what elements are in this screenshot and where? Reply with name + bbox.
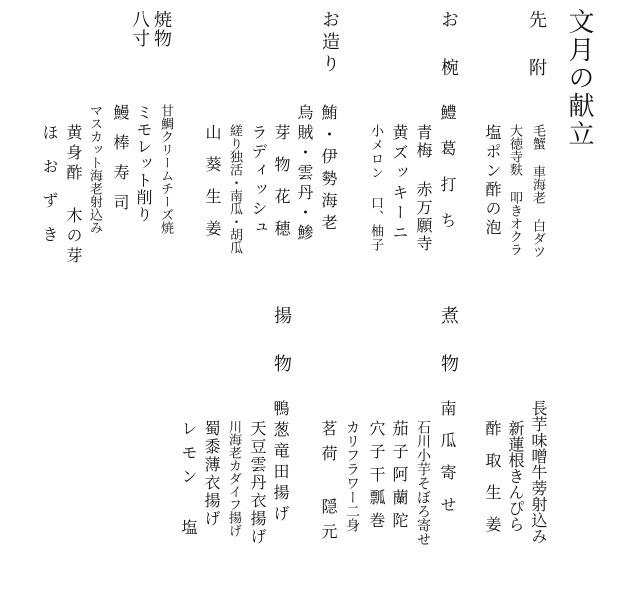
dish-yakimono-2: ミモレット削り <box>134 104 153 223</box>
dish-agemono-2: 天豆雲丹衣揚げ <box>248 420 267 546</box>
dish-nimono-5: 石川小芋そぼろ寄せ <box>415 420 431 546</box>
dish-nimono-7: 穴子干瓢巻 <box>367 420 386 535</box>
dish-yakimono-1: 甘鯛クリームチーズ焼 <box>158 104 173 234</box>
dish-otsukuri-1: 鮪・伊勢海老 <box>319 104 338 236</box>
dish-hassun-4: ほおずき <box>40 124 59 260</box>
course-heading-sakizuke: 先附 <box>526 10 547 106</box>
dish-agemono-5: レモン 塩 <box>179 420 198 543</box>
dish-owan-2: 青梅 赤万願寺 <box>414 124 433 253</box>
dish-agemono-3: 川海老カダイフ揚げ <box>226 420 241 537</box>
dish-nimono-9: 茗荷 隠元 <box>319 420 338 548</box>
dish-owan-4: 小メロン 口、柚子 <box>368 124 383 252</box>
dish-agemono-4: 蜀黍薄衣揚げ <box>202 420 221 528</box>
dish-otsukuri-3: 芽物花穂 <box>272 124 291 252</box>
dish-hassun-2: マスカット海老射込み <box>87 104 102 234</box>
dish-otsukuri-4: ラディッシュ <box>249 124 268 238</box>
menu-title: 文月の献立 <box>564 8 594 148</box>
dish-hassun-3: 黄身酢 木の芽 <box>64 124 83 267</box>
dish-sakizuke-2: 大徳寺麩 叩きオクラ <box>507 124 522 256</box>
dish-nimono-6: 茄子阿蘭陀 <box>390 420 409 535</box>
course-heading-otsukuri: お造り <box>319 10 340 76</box>
course-heading-yakimono: 焼物 <box>151 10 172 48</box>
course-heading-owan: お椀 <box>438 10 459 106</box>
dish-nimono-1: 長芋味噌牛蒡射込み <box>529 400 548 544</box>
dish-otsukuri-6: 山葵生姜 <box>203 124 222 252</box>
course-heading-agemono: 揚物 <box>271 306 292 402</box>
dish-otsukuri-5: 縒り独活・南瓜・胡瓜 <box>227 124 242 254</box>
dish-owan-1: 鱧葛打ち <box>438 104 457 248</box>
dish-nimono-2: 新蓮根きんぴら <box>506 420 525 532</box>
dish-otsukuri-2: 烏賊・雲丹・鯵 <box>295 104 314 244</box>
dish-nimono-8: カリフラワー二身 <box>344 420 360 532</box>
dish-agemono-1: 鴨葱竜田揚げ <box>271 400 290 526</box>
dish-sakizuke-1: 毛蟹 車海老 白ダツ <box>530 124 545 258</box>
dish-nimono-3: 酢取生姜 <box>483 420 502 548</box>
course-heading-nimono: 煮物 <box>438 306 459 402</box>
dish-sakizuke-3: 塩ポン酢の泡 <box>483 124 502 238</box>
course-heading-hassun: 八寸 <box>129 10 150 48</box>
dish-hassun-1: 鰻棒寿司 <box>111 104 130 224</box>
dish-owan-3: 黄ズッキーニ <box>390 124 409 244</box>
dish-nimono-4: 南瓜寄せ <box>438 400 457 528</box>
